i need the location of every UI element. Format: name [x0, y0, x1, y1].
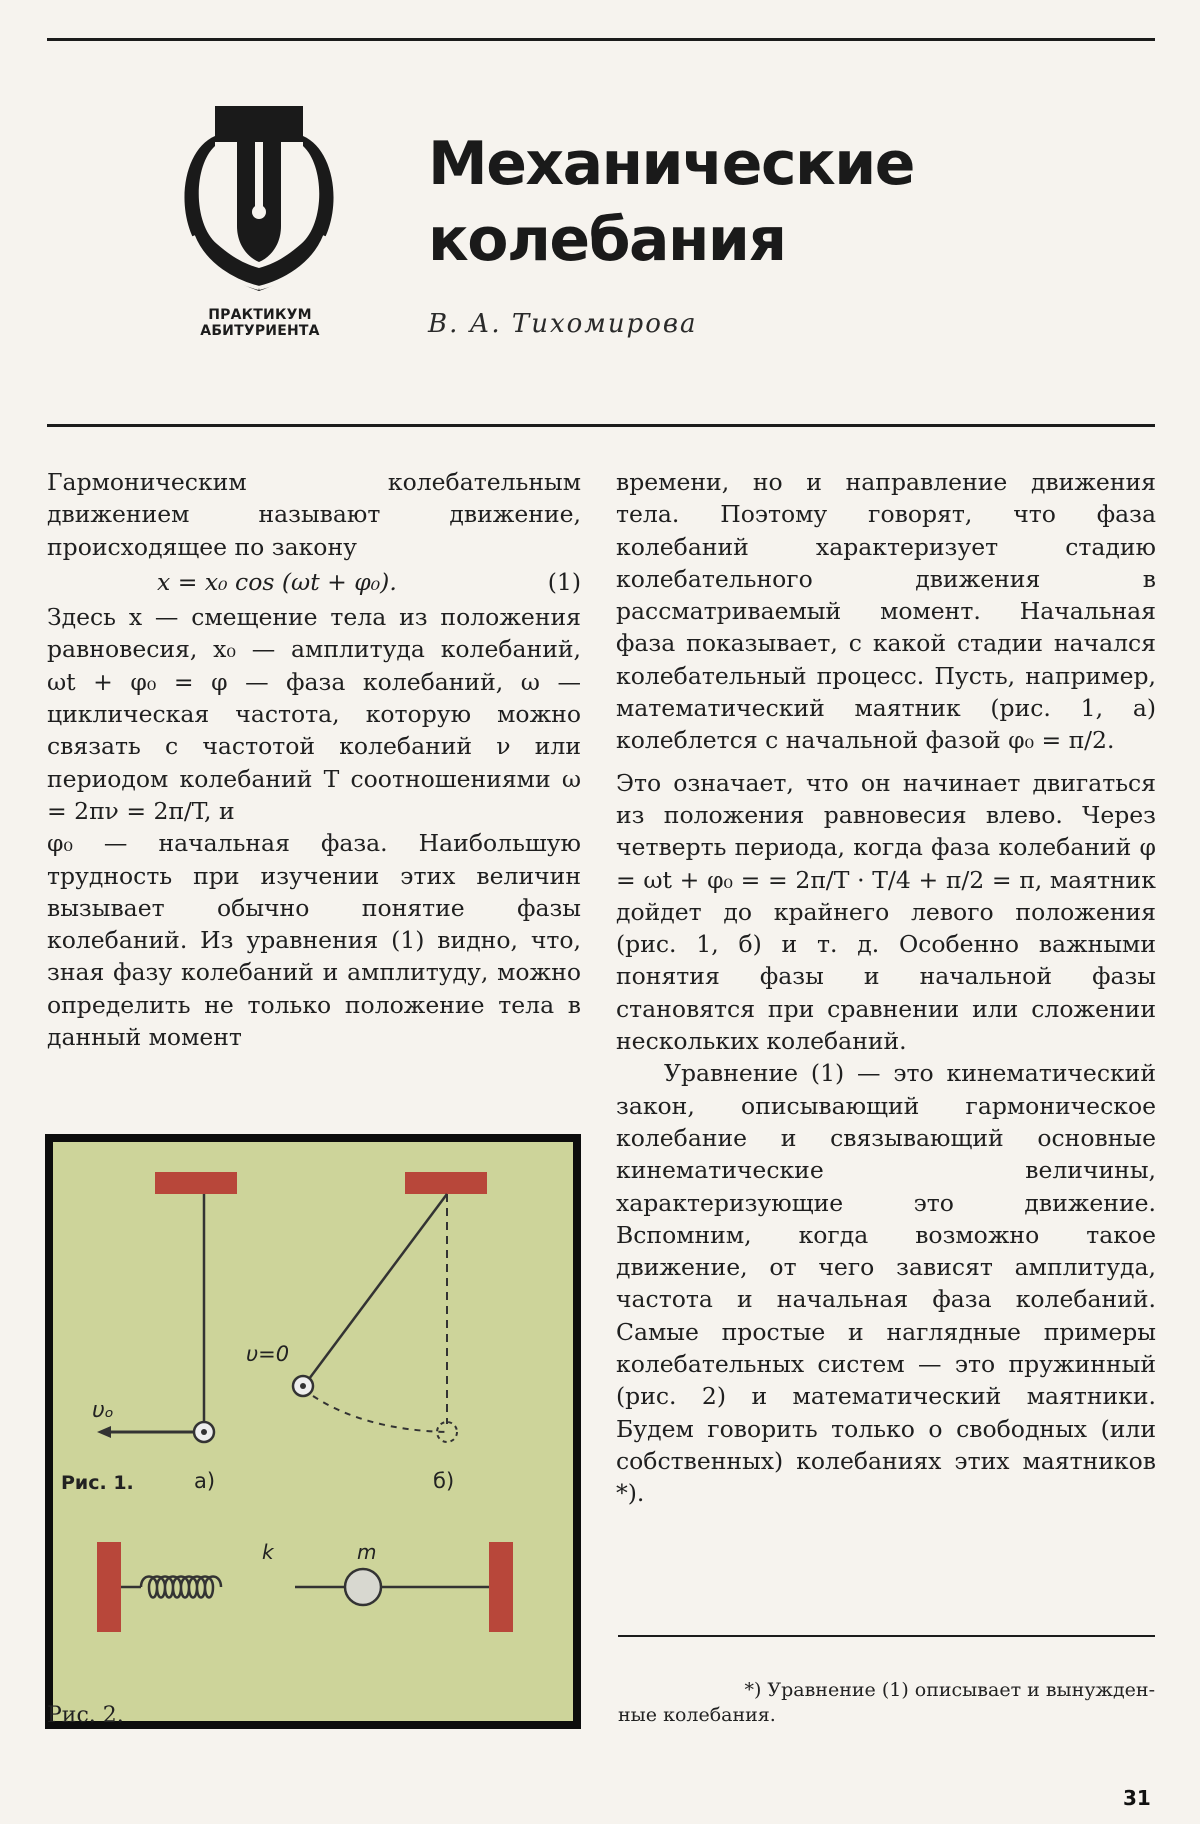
figure-1a-label: а) — [194, 1469, 216, 1493]
page-number: 31 — [1123, 1786, 1151, 1810]
equation-1-number: (1) — [547, 567, 581, 596]
suspension-block-b — [405, 1172, 487, 1194]
equation-1-text: x = x₀ cos (ωt + φ₀). — [157, 567, 397, 596]
figure-pendulums — [45, 1134, 581, 1729]
logo-caption — [170, 307, 350, 339]
suspension-block-a — [155, 1172, 237, 1194]
footnote-line2: ные колебания. — [618, 1704, 776, 1726]
title-line2: колебания — [428, 205, 786, 275]
velocity-zero-label: υ=0 — [246, 1342, 290, 1366]
footnote — [618, 1678, 1155, 1728]
velocity-label: υₒ — [92, 1398, 114, 1423]
wall-right — [489, 1542, 513, 1632]
phase-paragraph: φ₀ — начальная фаза. Наибольшую трудность при изучении этих величин вызывает обычно понятие фазы колебаний. Из уравнения (1) видно, что, зная фазу колебаний и амплитуду, можно определить не только положение тела в данный момент — [47, 829, 581, 1052]
spring-mass — [345, 1569, 381, 1605]
spring-constant-label: k — [262, 1540, 274, 1564]
figure-2-caption: Рис. 2. — [47, 1703, 124, 1728]
figure-1b-label: б) — [433, 1469, 455, 1493]
definitions-paragraph: Здесь x — смещение тела из положения равновесия, x₀ — амплитуда колебаний, ωt + φ₀ = φ — фаза колебаний, ω — циклическая частота, которую можно связать с частотой колебаний ν или периодом колебаний T соотношениями ω = 2πν = 2π/T, и — [47, 603, 581, 825]
mass-label: m — [357, 1540, 377, 1564]
left-column — [47, 466, 581, 1053]
logo-caption-line2: АБИТУРИЕНТА — [200, 323, 320, 339]
kinematic-law-paragraph: Уравнение (1) — это кинематический закон, описывающий гармоническое колебание и связывающий основные кинематические величины, характеризующие это движение. Вспомним, когда возможно такое движение, от чего зависят амплитуда, частота и начальная фаза колебаний. Самые простые и наглядные примеры колебательных систем — это пружинный (рис. 2) и математический маятники. Будем говорить только о свободных (или собственных) колебаниях этих маятников *). — [616, 1059, 1156, 1508]
equation-1 — [47, 566, 581, 598]
phase-direction-paragraph: времени, но и направление движения тела. Поэтому говорят, что фаза колебаний характеризует стадию колебательного движения в рассматриваемый момент. Начальная фаза показывает, с какой стадии начался колебательный процесс. Пусть, например, математический маятник (рис. 1, а) колеблется с начальной фазой φ₀ = π/2. — [616, 468, 1156, 755]
footnote-line1: *) Уравнение (1) описывает и вынужден- — [744, 1679, 1155, 1701]
right-column — [616, 466, 1156, 1510]
figure-1-label: Рис. 1. — [61, 1472, 134, 1494]
footnote-rule — [618, 1635, 1155, 1637]
wall-left — [97, 1542, 121, 1632]
header-rule — [47, 424, 1155, 427]
article-title — [428, 126, 988, 278]
article-author: В. А. Тихомирова — [428, 309, 698, 339]
top-rule — [47, 38, 1155, 41]
title-line1: Механические — [428, 129, 914, 199]
pendulum-example-paragraph: Это означает, что он начинает двигаться из положения равновесия влево. Через четверть периода, когда фаза колебаний φ = ωt + φ₀ = = 2π/T · T/4 + π/2 = π, маятник дойдет до крайнего левого положения (рис. 1, б) и т. д. Особенно важными понятия фазы и начальной фазы становятся при сравнении или сложении нескольких колебаний. — [616, 768, 1156, 1056]
logo-caption-line1: ПРАКТИКУМ — [208, 307, 312, 323]
intro-paragraph: Гармоническим колебательным движением называют движение, происходящее по закону — [47, 468, 581, 561]
practicum-logo-icon — [175, 106, 343, 291]
